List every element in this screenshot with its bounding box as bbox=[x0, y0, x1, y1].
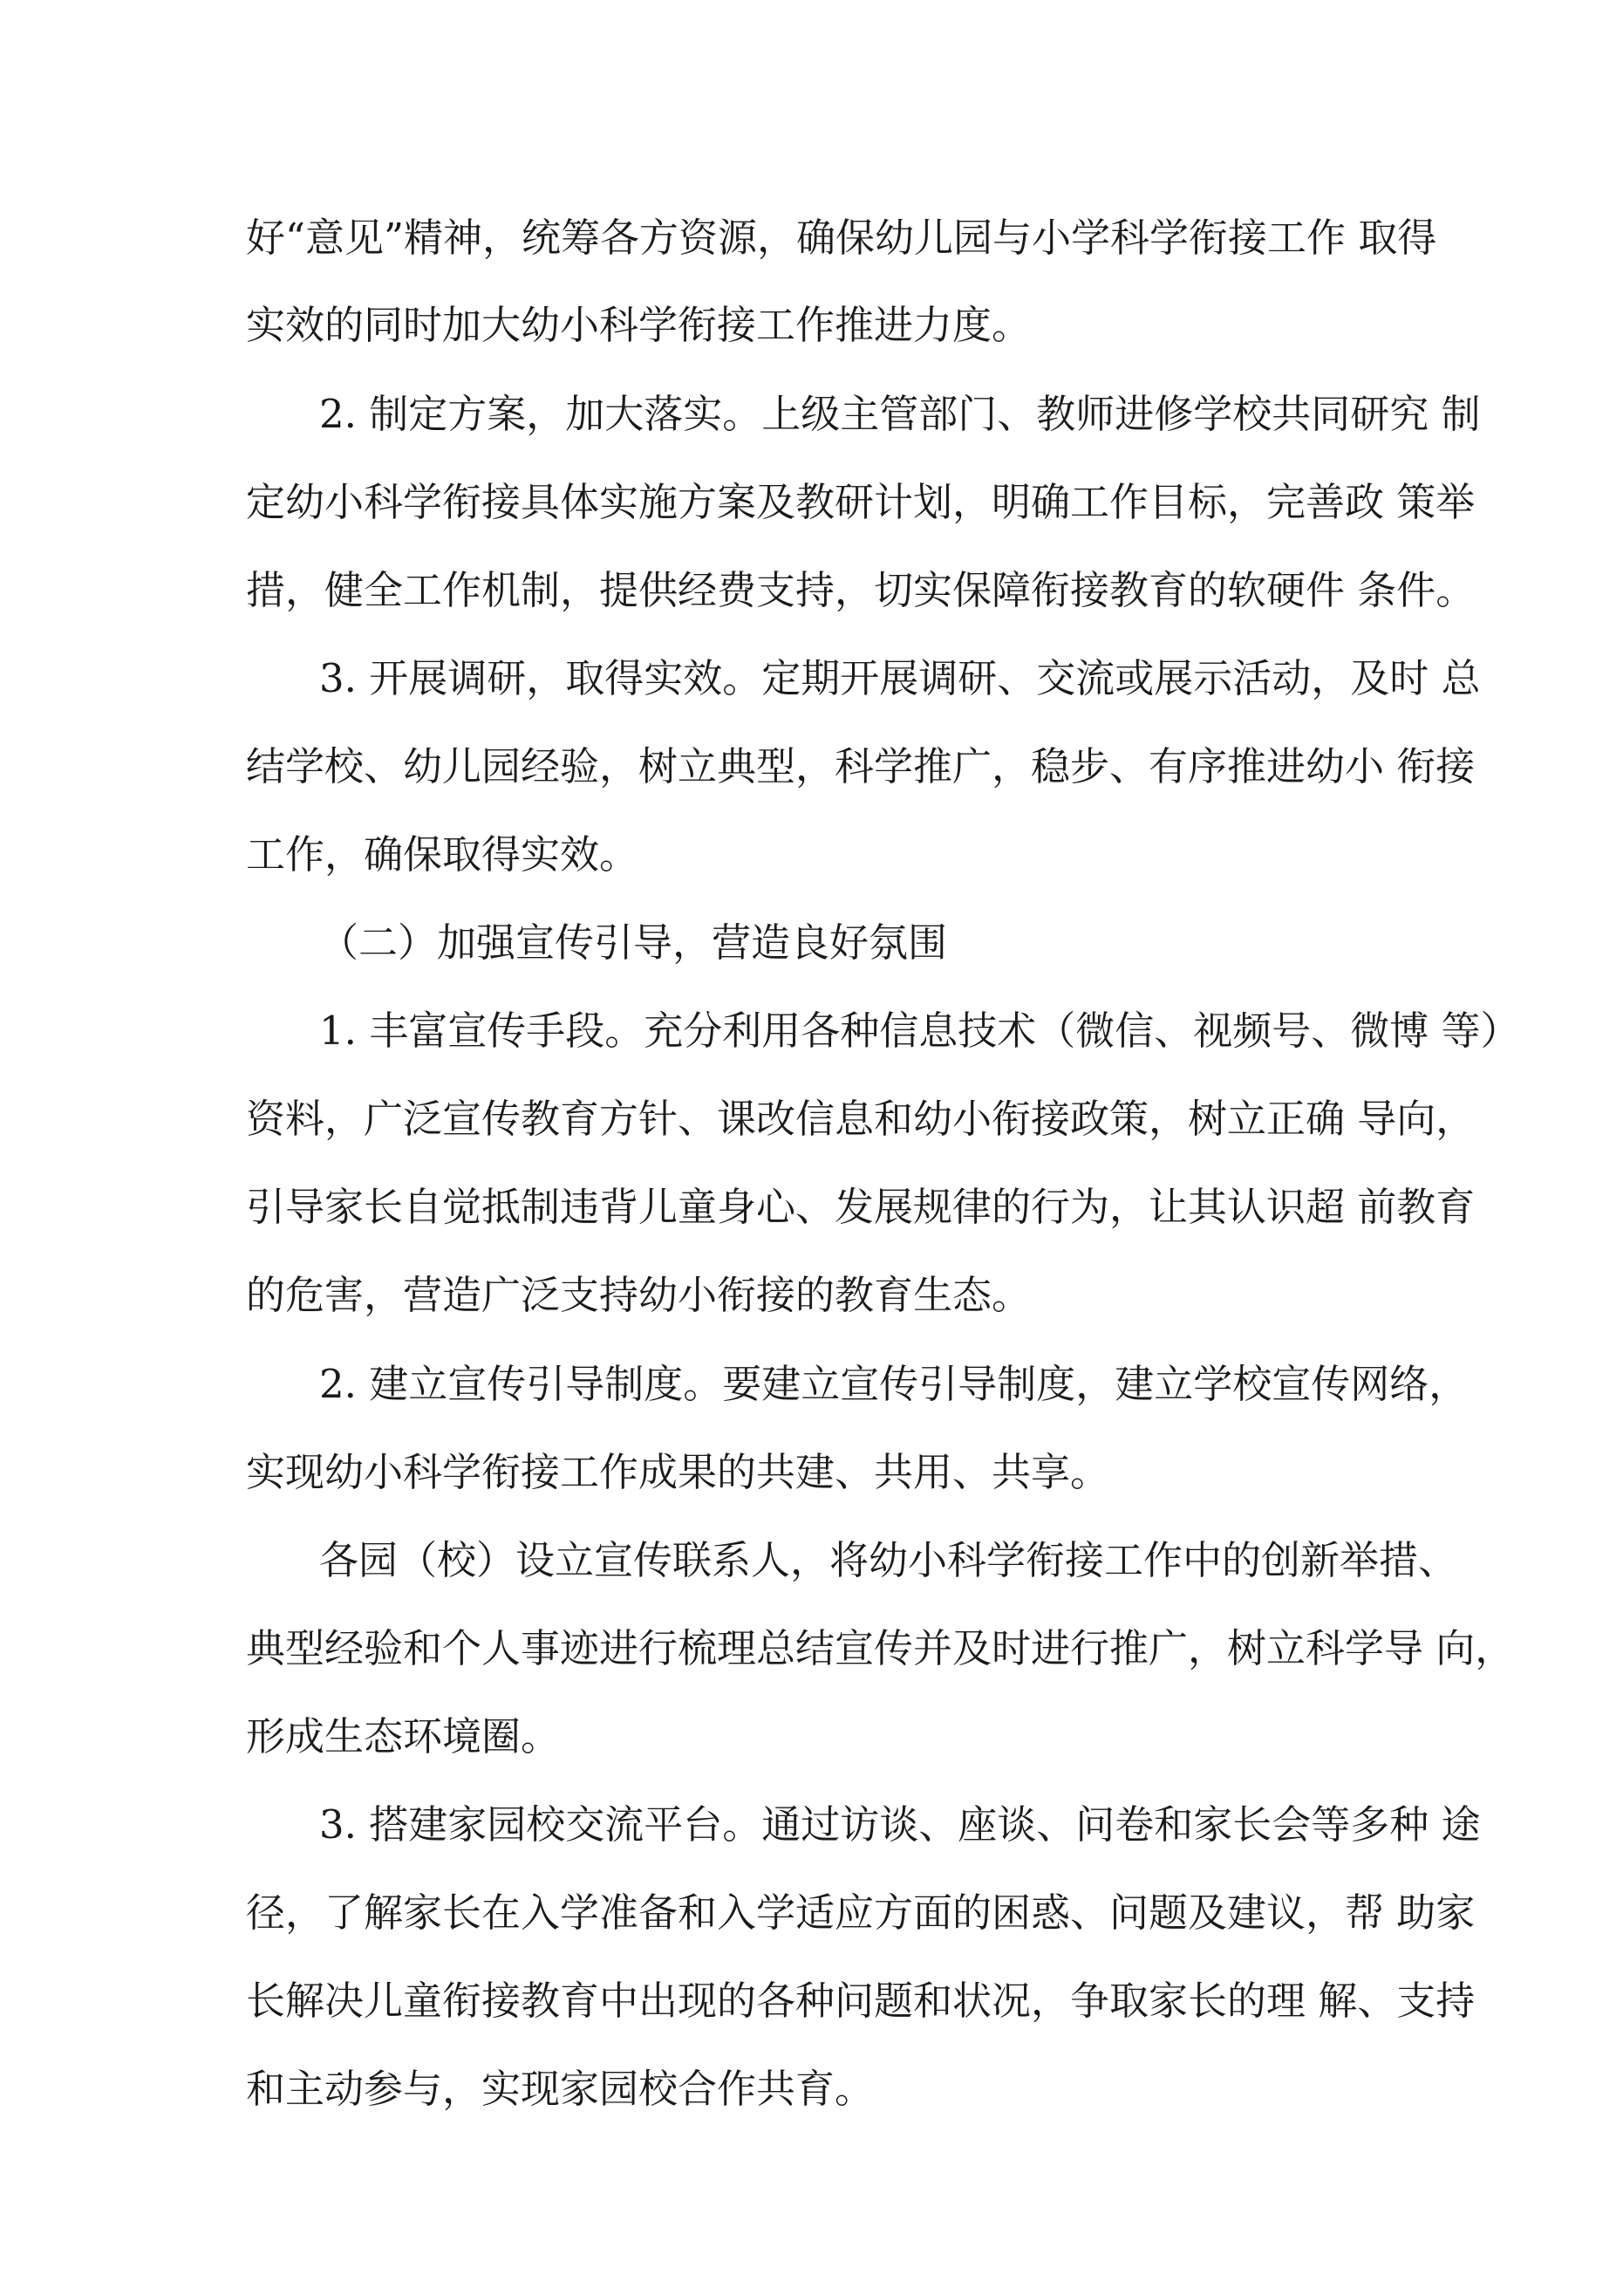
paragraph-line: 结学校、幼儿园经验，树立典型，科学推广，稳步、有序推进幼小 衔接 bbox=[246, 743, 1476, 789]
paragraph-line: 工作，确保取得实效。 bbox=[246, 831, 639, 878]
paragraph-line: 2. 制定方案，加大落实。上级主管部门、教师进修学校共同研究 制 bbox=[319, 391, 1481, 437]
paragraph-line: 典型经验和个人事迹进行梳理总结宣传并及时进行推广，树立科学导 向， bbox=[246, 1625, 1515, 1671]
paragraph-line: 形成生态环境圈。 bbox=[246, 1713, 561, 1760]
paragraph-line: 资料，广泛宣传教育方针、课改信息和幼小衔接政策，树立正确 导向， bbox=[246, 1096, 1476, 1142]
paragraph-line: 各园（校）设立宣传联系人，将幼小科学衔接工作中的创新举措、 bbox=[319, 1537, 1458, 1583]
paragraph-line: 3. 开展调研，取得实效。定期开展调研、交流或展示活动，及时 总 bbox=[319, 655, 1481, 701]
paragraph-line: 1. 丰富宣传手段。充分利用各种信息技术（微信、视频号、微博 等） bbox=[319, 1008, 1520, 1054]
paragraph-line: 和主动参与，实现家园校合作共育。 bbox=[246, 2066, 875, 2112]
paragraph-line: 的危害，营造广泛支持幼小衔接的教育生态。 bbox=[246, 1272, 1032, 1318]
paragraph-line: 实现幼小科学衔接工作成果的共建、共用、共享。 bbox=[246, 1449, 1110, 1495]
paragraph-line: 径，了解家长在入学准备和入学适应方面的困惑、问题及建议，帮 助家 bbox=[246, 1889, 1476, 1936]
paragraph-line: 3. 搭建家园校交流平台。通过访谈、座谈、问卷和家长会等多种 途 bbox=[319, 1801, 1481, 1848]
paragraph-line: 定幼小科学衔接具体实施方案及教研计划，明确工作目标，完善政 策举 bbox=[246, 479, 1476, 525]
paragraph-line: 2. 建立宣传引导制度。要建立宣传引导制度，建立学校宣传网络， bbox=[319, 1361, 1469, 1407]
paragraph-line: 实效的同时加大幼小科学衔接工作推进力度。 bbox=[246, 302, 1032, 348]
paragraph-line: 措，健全工作机制，提供经费支持，切实保障衔接教育的软硬件 条件。 bbox=[246, 567, 1476, 613]
paragraph-line: 长解决儿童衔接教育中出现的各种问题和状况，争取家长的理 解、支持 bbox=[246, 1978, 1476, 2024]
paragraph-line: 引导家长自觉抵制违背儿童身心、发展规律的行为，让其认识超 前教育 bbox=[246, 1184, 1476, 1230]
paragraph-line: 好“意见”精神，统筹各方资源，确保幼儿园与小学科学衔接工作 取得 bbox=[246, 215, 1437, 261]
section-heading: （二）加强宣传引导，营造良好氛围 bbox=[319, 919, 948, 966]
